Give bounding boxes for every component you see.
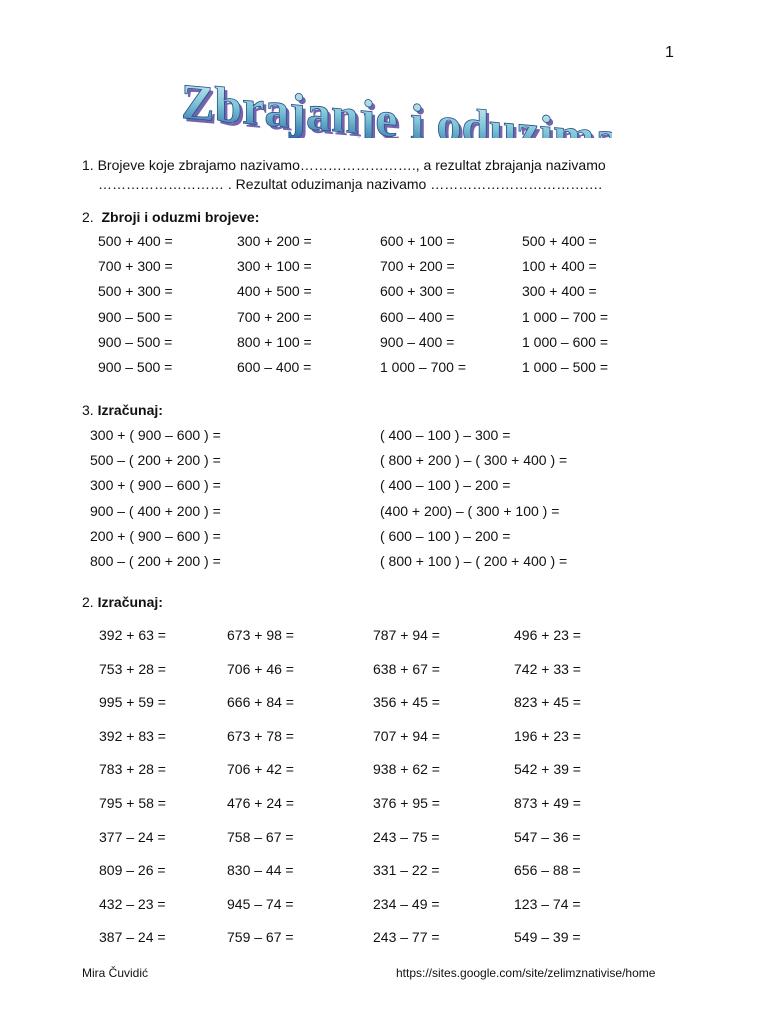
task3-exercise: ( 400 – 100 ) – 200 = bbox=[380, 477, 511, 494]
task2-exercise: 500 + 400 = bbox=[522, 233, 597, 249]
task4-exercise: 809 – 26 = bbox=[99, 862, 166, 879]
task4-exercise: 196 + 23 = bbox=[514, 727, 581, 744]
task4-exercise: 542 + 39 = bbox=[514, 761, 581, 778]
task3-exercise: 900 – ( 400 + 200 ) = bbox=[90, 502, 221, 519]
task4-exercise: 795 + 58 = bbox=[99, 795, 166, 811]
task4-exercise: 234 – 49 = bbox=[373, 895, 440, 912]
task2-exercise: 900 – 500 = bbox=[98, 308, 173, 325]
task2-exercise: 700 + 200 = bbox=[380, 258, 455, 275]
task3-exercise: ( 600 – 100 ) – 200 = bbox=[380, 527, 511, 544]
task4-exercise: 376 + 95 = bbox=[373, 795, 440, 811]
task2-exercise: 400 + 500 = bbox=[237, 283, 312, 300]
task3-exercise: 800 – ( 200 + 200 ) = bbox=[90, 553, 221, 569]
task3-exercise: ( 800 + 100 ) – ( 200 + 400 ) = bbox=[380, 553, 568, 569]
task4-title: Izračunaj: bbox=[97, 594, 163, 610]
task4-exercise: 938 + 62 = bbox=[373, 761, 440, 778]
task4-exercise: 496 + 23 = bbox=[514, 627, 581, 643]
task3-exercise: ( 400 – 100 ) – 300 = bbox=[380, 427, 511, 443]
task4-exercise: 830 – 44 = bbox=[227, 862, 294, 879]
task4-exercise: 123 – 74 = bbox=[514, 895, 581, 912]
page-title bbox=[172, 70, 612, 138]
task4-exercise: 638 + 67 = bbox=[373, 660, 440, 677]
task2-exercise: 1 000 – 600 = bbox=[522, 333, 609, 350]
task2-exercise: 300 + 200 = bbox=[237, 233, 312, 249]
task4-exercise: 356 + 45 = bbox=[373, 694, 440, 711]
task2-exercise: 800 + 100 = bbox=[237, 333, 312, 350]
task2-exercise: 300 + 100 = bbox=[237, 258, 312, 275]
task4-exercise: 243 – 77 = bbox=[373, 929, 440, 946]
task2-exercise: 1 000 – 700 = bbox=[522, 308, 609, 325]
task4-exercise: 873 + 49 = bbox=[514, 795, 581, 811]
task4-exercise: 742 + 33 = bbox=[514, 660, 581, 677]
task2-exercise: 100 + 400 = bbox=[522, 258, 597, 275]
task4-exercise: 759 – 67 = bbox=[227, 929, 294, 946]
svg-text:Zbrajanje i oduzimanje: Zbrajanje i oduzimanje bbox=[184, 76, 612, 138]
task2-exercise: 900 – 500 = bbox=[98, 333, 173, 350]
title-wordart bbox=[172, 70, 612, 138]
task3-exercise: 300 + ( 900 – 600 ) = bbox=[90, 477, 221, 494]
task2-exercise: 1 000 – 700 = bbox=[380, 359, 467, 375]
task3-title: Izračunaj: bbox=[97, 402, 163, 418]
task4-exercise: 666 + 84 = bbox=[227, 694, 294, 711]
task2-exercise: 900 – 400 = bbox=[380, 333, 455, 350]
task3-exercise: 300 + ( 900 – 600 ) = bbox=[90, 427, 221, 443]
page-number: 1 bbox=[665, 44, 674, 61]
task3-exercise: 200 + ( 900 – 600 ) = bbox=[90, 527, 221, 544]
footer-author: Mira Čuvidić bbox=[82, 966, 149, 980]
task4-exercise: 547 – 36 = bbox=[514, 828, 581, 845]
task2-title: Zbroji i oduzmi brojeve: bbox=[101, 209, 260, 225]
task3-number: 3. bbox=[82, 402, 94, 418]
footer-url[interactable]: https://sites.google.com/site/zelimznativise/home bbox=[396, 966, 656, 980]
task4-exercise: 673 + 98 = bbox=[227, 627, 294, 643]
task4-exercise: 377 – 24 = bbox=[99, 828, 166, 845]
task4-exercise: 243 – 75 = bbox=[373, 828, 440, 845]
task2-exercise: 600 + 300 = bbox=[380, 283, 455, 300]
task4-exercise: 706 + 42 = bbox=[227, 761, 294, 778]
task4-exercise: 331 – 22 = bbox=[373, 862, 440, 879]
task4-exercise: 476 + 24 = bbox=[227, 795, 294, 811]
task4-exercise: 673 + 78 = bbox=[227, 727, 294, 744]
task2-exercise: 600 + 100 = bbox=[380, 233, 455, 249]
task4-number: 2. bbox=[82, 594, 94, 610]
task2-exercise: 600 – 400 = bbox=[380, 308, 455, 325]
task2-exercise: 900 – 500 = bbox=[98, 359, 173, 375]
task4-exercise: 392 + 83 = bbox=[99, 727, 166, 744]
task2-number: 2. bbox=[82, 209, 94, 225]
task2-exercise: 300 + 400 = bbox=[522, 283, 597, 300]
task4-exercise: 945 – 74 = bbox=[227, 895, 294, 912]
task2-exercise: 700 + 200 = bbox=[237, 308, 312, 325]
task4-exercise: 432 – 23 = bbox=[99, 895, 166, 912]
task2-exercise: 1 000 – 500 = bbox=[522, 359, 609, 375]
task4-exercise: 656 – 88 = bbox=[514, 862, 581, 879]
task2-heading bbox=[82, 209, 259, 225]
task1-line2: ……………………… . Rezultat oduzimanja nazivamo ………………………………. bbox=[98, 176, 603, 192]
task4-exercise: 787 + 94 = bbox=[373, 627, 440, 643]
task3-heading bbox=[82, 402, 163, 418]
task4-heading bbox=[82, 594, 163, 610]
task4-exercise: 823 + 45 = bbox=[514, 694, 581, 711]
task4-exercise: 783 + 28 = bbox=[99, 761, 166, 778]
task2-exercise: 700 + 300 = bbox=[98, 258, 173, 275]
task4-exercise: 707 + 94 = bbox=[373, 727, 440, 744]
task4-exercise: 706 + 46 = bbox=[227, 660, 294, 677]
task4-exercise: 753 + 28 = bbox=[99, 660, 166, 677]
task4-exercise: 995 + 59 = bbox=[99, 694, 166, 711]
task3-exercise: (400 + 200) – ( 300 + 100 ) = bbox=[380, 502, 560, 519]
task4-exercise: 392 + 63 = bbox=[99, 627, 166, 643]
task3-exercise: ( 800 + 200 ) – ( 300 + 400 ) = bbox=[380, 452, 568, 469]
task3-exercise: 500 – ( 200 + 200 ) = bbox=[90, 452, 221, 469]
task4-exercise: 387 – 24 = bbox=[99, 929, 166, 946]
task2-exercise: 600 – 400 = bbox=[237, 359, 312, 375]
task2-exercise: 500 + 300 = bbox=[98, 283, 173, 300]
task4-exercise: 549 – 39 = bbox=[514, 929, 581, 946]
title-text: Zbrajanje i oduzimanje bbox=[181, 72, 612, 138]
task2-exercise: 500 + 400 = bbox=[98, 233, 173, 249]
task4-exercise: 758 – 67 = bbox=[227, 828, 294, 845]
task1-line1: 1. Brojeve koje zbrajamo nazivamo……………………., a rezultat zbrajanja nazivamo bbox=[82, 157, 606, 173]
